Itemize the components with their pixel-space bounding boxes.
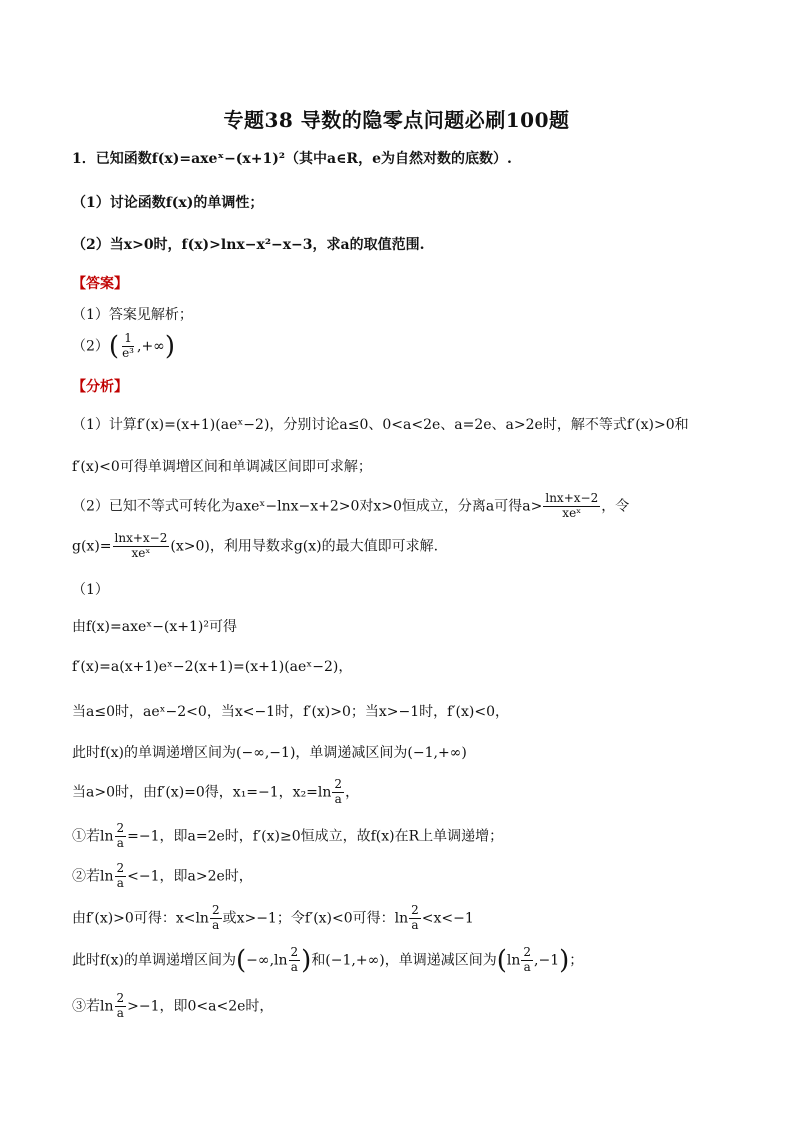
analysis-line-4 xyxy=(72,532,438,561)
solution-line-5-prefix: 当a>0时，由f′(x)=0得，x₁=−1，x₂=ln xyxy=(72,784,332,801)
solution-line-7 xyxy=(72,862,253,891)
solution-line-9-prefix: 此时f(x)的单调递增区间为 xyxy=(72,952,237,969)
analysis-line-4-suffix: (x>0)，利用导数求g(x)的最大值即可求解. xyxy=(170,538,439,555)
solution-line-10 xyxy=(72,992,273,1021)
fraction-numerator: lnx+x−2 xyxy=(114,531,168,545)
solution-line-8-fraction-1 xyxy=(210,904,222,933)
solution-line-10-fraction xyxy=(115,992,127,1021)
fraction-numerator: 2 xyxy=(211,903,220,917)
solution-line-9-middle: 和(−1,+∞)，单调递减区间为 xyxy=(311,952,497,969)
fraction-denominator: a xyxy=(212,917,220,932)
interval-1-left: −∞,ln xyxy=(246,952,288,969)
solution-part-1-label: （1） xyxy=(72,582,109,598)
fraction-denominator: a xyxy=(334,791,342,806)
solution-line-3: 当a≤0时，aeˣ−2<0，当x<−1时，f′(x)>0；当x>−1时，f′(x)<0， xyxy=(72,704,509,720)
solution-line-2: f′(x)=a(x+1)eˣ−2(x+1)=(x+1)(aeˣ−2)， xyxy=(72,659,353,675)
solution-line-5-suffix: ， xyxy=(345,784,360,801)
fraction-denominator: xeˣ xyxy=(562,505,582,520)
answer-2-prefix: （2） xyxy=(72,338,109,355)
problem-question-2: （2）当x>0时，f(x)>lnx−x²−x−3，求a的取值范围. xyxy=(72,237,425,253)
solution-line-8-middle: 或x>−1；令f′(x)<0可得：ln xyxy=(222,910,409,927)
fraction-denominator: xeˣ xyxy=(131,545,151,560)
solution-line-7-prefix: ②若ln xyxy=(72,868,114,885)
answer-2-fraction xyxy=(120,332,136,361)
fraction-numerator: 2 xyxy=(523,945,532,959)
answer-2: （2）( $\frac{1}{\text{e³}}$ ,+∞) xyxy=(72,331,175,362)
fraction-numerator: 2 xyxy=(116,821,125,835)
fraction-numerator: 2 xyxy=(116,991,125,1005)
solution-line-10-prefix: ③若ln xyxy=(72,998,114,1015)
solution-line-1: 由f(x)=axeˣ−(x+1)²可得 xyxy=(72,619,237,635)
analysis-line-4-fraction xyxy=(113,532,170,561)
page-title: 专题38 导数的隐零点问题必刷100题 xyxy=(223,108,570,132)
fraction-numerator: 2 xyxy=(334,777,343,791)
fraction-denominator: a xyxy=(116,875,124,890)
solution-line-10-suffix: >−1，即0<a<2e时， xyxy=(127,998,274,1015)
solution-line-8 xyxy=(72,904,474,933)
fraction-numerator: 2 xyxy=(411,903,419,917)
answer-2-tail: ,+∞ xyxy=(137,338,165,355)
fraction-denominator: a xyxy=(411,917,419,932)
analysis-line-2: f′(x)<0可得单调增区间和单调减区间即可求解； xyxy=(72,459,372,475)
analysis-line-3-fraction xyxy=(543,492,600,521)
interval-2-left: ln xyxy=(506,952,521,969)
interval-2-fraction xyxy=(521,946,533,975)
solution-line-8-prefix: 由f′(x)>0可得：x<ln xyxy=(72,910,209,927)
analysis-line-4-prefix: g(x)= xyxy=(72,538,112,555)
fraction-denominator: a xyxy=(116,835,124,850)
fraction-numerator: 2 xyxy=(116,861,125,875)
solution-line-4: 此时f(x)的单调递增区间为(−∞,−1)，单调递减区间为(−1,+∞) xyxy=(72,745,467,761)
analysis-line-3 xyxy=(72,492,629,521)
solution-line-7-suffix: <−1，即a>2e时， xyxy=(127,868,253,885)
analysis-line-3-suffix: ，令 xyxy=(601,498,630,515)
solution-line-5-fraction xyxy=(332,778,344,807)
solution-line-6 xyxy=(72,822,503,851)
analysis-header: 【分析】 xyxy=(72,379,128,395)
solution-line-6-fraction xyxy=(115,822,127,851)
interval-2-right: ,−1 xyxy=(534,952,560,969)
solution-line-6-prefix: ①若ln xyxy=(72,828,114,845)
solution-line-5 xyxy=(72,778,359,807)
answer-2-denominator: e³ xyxy=(122,345,134,360)
answer-1: （1）答案见解析； xyxy=(72,307,193,323)
problem-question-1: （1）讨论函数f(x)的单调性； xyxy=(72,195,264,211)
answer-header: 【答案】 xyxy=(72,276,128,292)
problem-stem: 1．已知函数f(x)=axeˣ−(x+1)²（其中a∈R，e为自然对数的底数）. xyxy=(72,151,512,167)
fraction-numerator: 2 xyxy=(290,945,299,959)
solution-line-8-fraction-2 xyxy=(409,904,421,933)
interval-1-fraction xyxy=(289,946,301,975)
fraction-denominator: a xyxy=(290,959,298,974)
solution-line-8-suffix: <x<−1 xyxy=(421,910,474,927)
fraction-denominator: a xyxy=(116,1005,124,1020)
fraction-denominator: a xyxy=(523,959,531,974)
answer-2-numerator: 1 xyxy=(124,331,132,345)
solution-line-9: 此时f(x)的单调递增区间为(−∞,ln $\frac{2}{a}$ )和(−1,+∞)，单调递减区间为(ln $\frac{2}{a}$ ,−1)； xyxy=(72,945,584,976)
solution-line-7-fraction xyxy=(115,862,127,891)
analysis-line-3-prefix: （2）已知不等式可转化为axeˣ−lnx−x+2>0对x>0恒成立，分离a可得a> xyxy=(72,498,543,515)
analysis-line-1: （1）计算f′(x)=(x+1)(aeˣ−2)，分别讨论a≤0、0<a<2e、a=2e、a>2e时，解不等式f′(x)>0和 xyxy=(72,417,689,433)
solution-line-6-suffix: =−1，即a=2e时，f′(x)≥0恒成立，故f(x)在R上单调递增； xyxy=(127,828,504,845)
solution-line-9-suffix: ； xyxy=(569,952,584,969)
fraction-numerator: lnx+x−2 xyxy=(545,491,599,505)
